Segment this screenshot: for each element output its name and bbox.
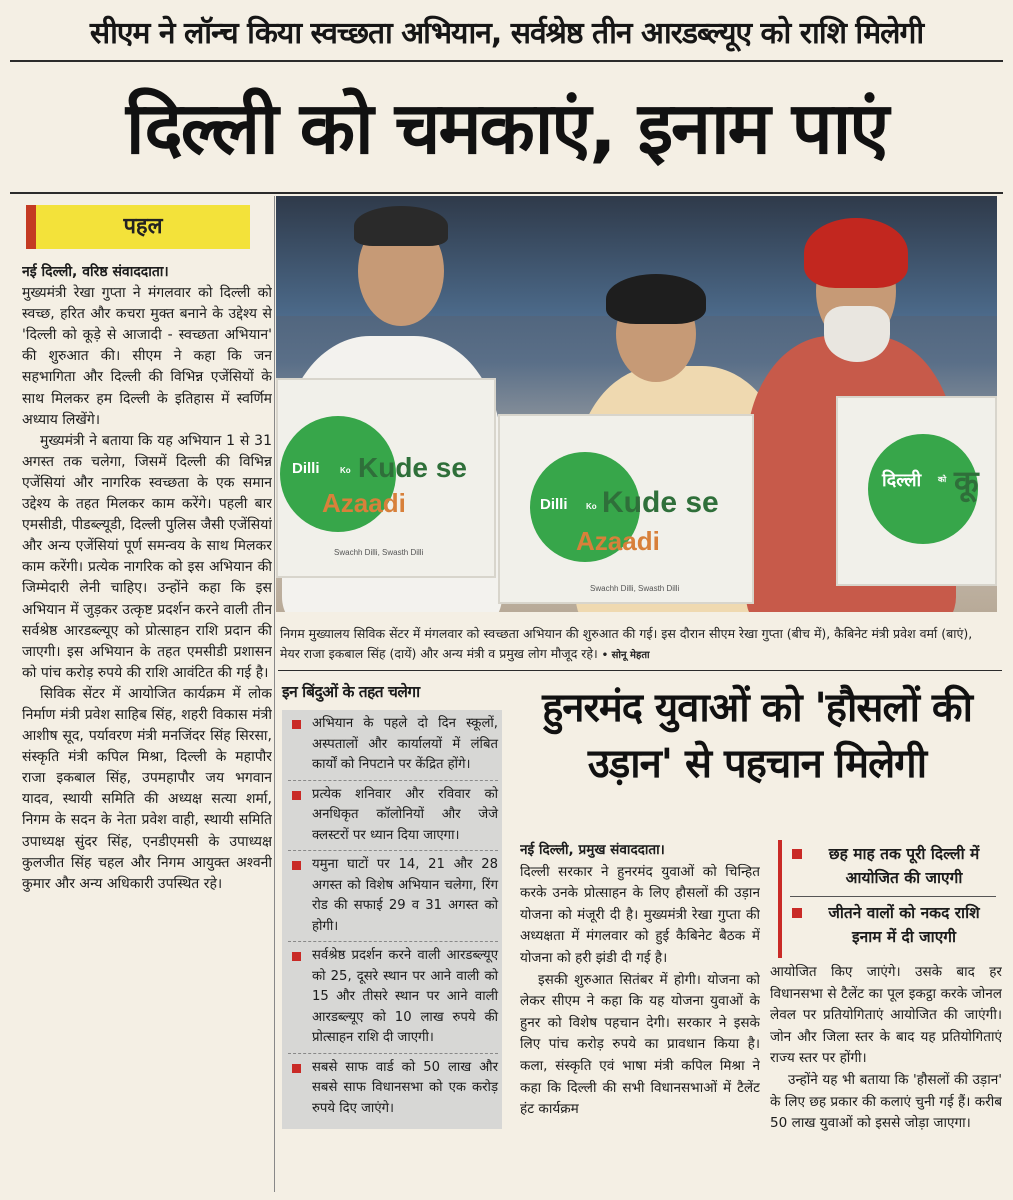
key-point-item: प्रत्येक शनिवार और रविवार को अनधिकृत कॉलोनियों और जेजे क्लस्टरों पर ध्यान दिया जाएगा। — [288, 780, 498, 847]
column-divider — [274, 196, 275, 1192]
kicker-headline: सीएम ने लॉन्च किया स्वच्छता अभियान, सर्वश्रेष्ठ तीन आरडब्ल्यूए को राशि मिलेगी — [89, 16, 924, 51]
placard-text: Dilli — [540, 496, 568, 513]
section-tag — [26, 205, 250, 249]
placard-text: दिल्ली — [882, 470, 922, 490]
key-point-item: अभियान के पहले दो दिन स्कूलों, अस्पतालों और कार्यालयों में लंबित कार्यों को निपटाने पर केंद्रित होंगे। — [288, 714, 498, 776]
campaign-placard-center — [498, 414, 754, 604]
campaign-placard-left — [276, 378, 496, 578]
pull-quote-box — [778, 840, 1000, 958]
story-paragraph: उन्होंने यह भी बताया कि 'हौसलों की उड़ान' के लिए छह प्रकार की कलाएं चुनी गई हैं। करीब 50 लाख युवाओं को इससे जोड़ा जाएगा। — [770, 1071, 1002, 1132]
placard-text: Ko — [586, 502, 597, 511]
person-left-hair — [354, 206, 448, 246]
divider — [278, 670, 1002, 671]
story-paragraph: आयोजित किए जाएंगे। उसके बाद हर विधानसभा से टैलेंट का पूल इकट्ठा करके जोनल लेवल पर प्रतियोगिताएं आयोजित की जाएंगी। जोन और जिला स्तर के बाद यह प्रतियोगिताएं राज्य स्तर पर होंगी। — [770, 964, 1002, 1067]
placard-text: कू — [954, 464, 979, 500]
placard-text: Dilli — [292, 460, 320, 477]
dateline: नई दिल्ली, वरिष्ठ संवाददाता। — [22, 264, 169, 280]
placard-text: Azaadi — [576, 526, 660, 556]
placard-footer: Swachh Dilli, Swasth Dilli — [334, 548, 424, 557]
key-points-box — [282, 678, 502, 1190]
section-tag-label: पहल — [123, 214, 163, 239]
caption-text: निगम मुख्यालय सिविक सेंटर में मंगलवार को स्वच्छता अभियान की शुरुआत की गई। इस दौरान सीएम रेखा गुप्ता (बीच में), कैबिनेट मंत्री प्रवेश वर्मा (बाएं), मेयर राजा इकबाल सिंह (दायें) और अन्य मंत्री व प्रमुख लोग मौजूद रहे। — [280, 626, 973, 661]
event-photo — [276, 196, 997, 612]
photo-credit: • सोनू मेहता — [601, 650, 650, 661]
key-points-title: इन बिंदुओं के तहत चलेगा — [282, 683, 420, 701]
divider — [10, 192, 1003, 194]
photo-caption — [280, 624, 995, 668]
key-point-item: यमुना घाटों पर 14, 21 और 28 अगस्त को विशेष अभियान चलेगा, रिंग रोड की सफाई 29 व 31 अगस्त को होगी। — [288, 850, 498, 937]
main-story-column — [22, 262, 272, 1192]
placard-text: Kude se — [358, 452, 467, 483]
main-headline: दिल्ली को चमकाएं, इनाम पाएं — [125, 86, 888, 170]
person-center-hair — [606, 274, 706, 324]
placard-text: Azaadi — [322, 488, 406, 518]
person-right-beard — [824, 306, 890, 362]
person-right-turban — [804, 218, 908, 288]
story-paragraph: सिविक सेंटर में आयोजित कार्यक्रम में लोक निर्माण मंत्री प्रवेश साहिब सिंह, शहरी विकास मंत्री आशीष सूद, पर्यावरण मंत्री मनजिंदर सिंह सिरसा, संस्कृति मंत्री कपिल मिश्रा, दिल्ली के महापौर राजा इकबाल सिंह, उपमहापौर जय भगवान यादव, स्थायी समिति की अध्यक्ष सत्या शर्मा, निगम के सदन के नेता प्रवेश वाही, स्थायी समिति उपाध्यक्ष सुंदर सिंह, एनडीएमसी के उपाध्यक्ष कुलजीत सिंह चहल और निगम आयुक्त अश्वनी कुमार और अन्य अधिकारी उपस्थित रहे। — [22, 685, 272, 892]
story-paragraph: मुख्यमंत्री ने बताया कि यह अभियान 1 से 31 अगस्त तक चलेगा, जिसमें दिल्ली की विभिन्न एजेंसियां और नागरिक स्वच्छता के एक समान उद्देश्य के तहत मिलकर काम करेंगे। पहली बार एमसीडी, पीडब्ल्यूडी, दिल्ली पुलिस जैसी एजेंसियां और अन्य एजेंसियां पूर्ण समन्वय के साथ मिलकर काम करेंगी। प्रत्येक नागरिक को इस अभियान की जिम्मेदारी लेनी चाहिए। उन्होंने कहा कि इस अभियान में जुड़कर उत्कृष्ट प्रदर्शन करने वाली तीन सर्वश्रेष्ठ आरडब्ल्यूए को प्रोत्साहन राशि प्रदान की जाएगी। इस अभियान के तहत एमसीडी प्रशासन को पांच करोड़ रुपये की राशि आवंटित की गई है। — [22, 432, 272, 681]
second-story-column-continued — [770, 962, 1002, 1192]
story-paragraph: मुख्यमंत्री रेखा गुप्ता ने मंगलवार को दिल्ली को स्वच्छ, हरित और कचरा मुक्त बनाने के उद्देश्य से 'दिल्ली को कूड़े से आजादी - स्वच्छता अभियान' की शुरुआत की। सीएम ने कहा कि जन सहभागिता और दिल्ली की विभिन्न एजेंसियों के साथ मिलकर हम दिल्ली के इतिहास में स्वर्णिम अध्याय लिखेंगे। — [22, 285, 272, 428]
key-point-item: सर्वश्रेष्ठ प्रदर्शन करने वाली आरडब्ल्यूए को 25, दूसरे स्थान पर आने वाली को 15 और तीसरे स्थान पर आने वाली आरडब्ल्यूए को 10 लाख रुपये की प्रोत्साहन राशि दी जाएगी। — [288, 941, 498, 1049]
divider — [10, 60, 1003, 62]
campaign-placard-right — [836, 396, 997, 586]
story-paragraph: इसकी शुरुआत सितंबर में होगी। योजना को लेकर सीएम ने कहा कि यह योजना युवाओं के हुनर को विशेष पहचान देगी। सरकार ने इसके लिए पांच करोड़ रुपये का प्रावधान किया है। कला, संस्कृति एवं भाषा मंत्री कपिल मिश्रा ने कहा कि दिल्ली की सभी विधानसभाओं में टैलेंट हंट कार्यक्रम — [520, 971, 760, 1118]
placard-text: को — [938, 475, 947, 484]
placard-text: Kude se — [602, 486, 719, 519]
placard-text: Ko — [340, 466, 351, 475]
placard-footer: Swachh Dilli, Swasth Dilli — [590, 584, 680, 593]
second-story-column — [520, 840, 760, 1192]
key-point-item: सबसे साफ वार्ड को 50 लाख और सबसे साफ विधानसभा को एक करोड़ रुपये दिए जाएंगे। — [288, 1053, 498, 1120]
pull-quote: जीतने वालों को नकद राशि इनाम में दी जाएगी — [790, 896, 996, 949]
story-paragraph: दिल्ली सरकार ने हुनरमंद युवाओं को चिन्हित करके उनके प्रोत्साहन के लिए हौसलों की उड़ान योजना को मंजूरी दी है। मुख्यमंत्री रेखा गुप्ता की अध्यक्षता में मंगलवार को हुई कैबिनेट बैठक में योजना को हरी झंडी दी गई है। — [520, 863, 760, 966]
dateline: नई दिल्ली, प्रमुख संवाददाता। — [520, 842, 665, 858]
pull-quote: छह माह तक पूरी दिल्ली में आयोजित की जाएगी — [790, 842, 996, 890]
key-points-list — [282, 710, 502, 1129]
second-headline: हुनरमंद युवाओं को 'हौसलों की उड़ान' से पहचान मिलेगी — [542, 685, 972, 787]
